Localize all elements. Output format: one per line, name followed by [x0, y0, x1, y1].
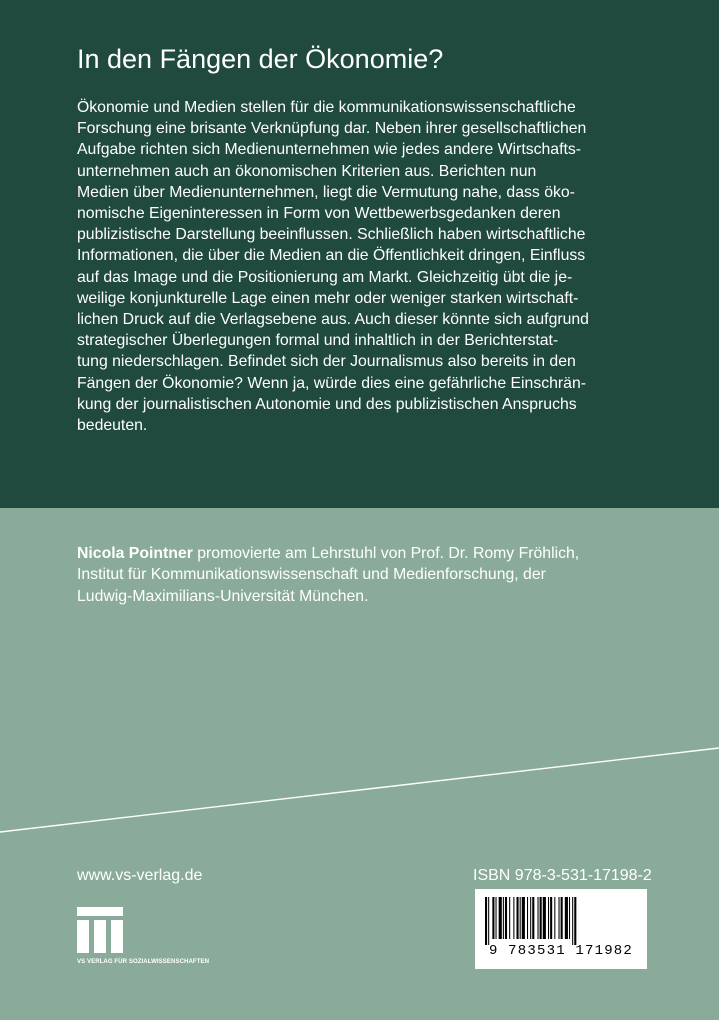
blurb-line: Informationen, die über die Medien an die Öffentlichkeit dringen, Einfluss: [77, 247, 586, 265]
barcode-bar: [548, 897, 549, 939]
blurb-line: Aufgabe richten sich Medienunternehmen wie jedes andere Wirtschafts-: [77, 141, 582, 159]
barcode-bar: [522, 897, 525, 939]
barcode-bar: [517, 897, 519, 939]
author-name: Nicola Pointner: [77, 545, 193, 562]
blurb-line: weilige konjunkturelle Lage einen mehr oder weniger starken wirtschaft-: [77, 289, 579, 307]
barcode-bar: [540, 897, 542, 939]
diagonal-divider: [0, 740, 719, 840]
publisher-name: VS VERLAG FÜR SOZIALWISSENSCHAFTEN: [77, 958, 210, 965]
blurb-line: auf das Image und die Positionierung am Markt. Gleichzeitig übt die je-: [77, 268, 573, 286]
blurb-line: Forschung eine brisante Verknüpfung dar. Neben ihrer gesellschaftlichen: [77, 120, 587, 138]
blurb-line: Medien über Medienunternehmen, liegt die Vermutung nahe, dass öko-: [77, 183, 575, 201]
barcode-bar: [503, 897, 504, 939]
barcode-bar: [559, 897, 560, 939]
barcode-bar: [565, 897, 568, 939]
barcode-bar: [520, 897, 521, 939]
barcode-bar: [530, 897, 531, 939]
blurb-line: unternehmen auch an ökonomischen Kriterien aus. Berichten nun: [77, 162, 537, 180]
barcode-bar: [513, 897, 514, 939]
barcode-bar: [496, 897, 497, 939]
author-line: [77, 543, 677, 564]
barcode-bar: [509, 897, 510, 939]
publisher-url[interactable]: www.vs-verlag.de: [77, 867, 203, 884]
author-line-rest: promovierte am Lehrstuhl von Prof. Dr. Romy Fröhlich,: [192, 545, 580, 562]
barcode-bar: [572, 897, 573, 945]
blurb-text: [77, 97, 657, 436]
blurb-line: Fängen der Ökonomie? Wenn ja, würde dies eine gefährliche Einschrän-: [77, 374, 587, 392]
blurb-line: strategischer Überlegungen formal und inhaltlich in der Berichterstat-: [77, 332, 559, 350]
blurb-line: tung niederschlagen. Befindet sich der Journalismus also bereits in den: [77, 353, 576, 371]
barcode-bar: [550, 897, 552, 939]
blurb-line: publizistische Darstellung beeinflussen. Schließlich haben wirtschaftliche: [77, 226, 586, 244]
barcode-bar: [527, 897, 528, 939]
isbn-label: ISBN 978-3-531-17198-2: [473, 867, 652, 884]
book-title: In den Fängen der Ökonomie?: [77, 44, 444, 74]
barcode-bar: [538, 897, 539, 939]
barcode-number: 9 783531 171982: [488, 943, 634, 959]
author-bio: [77, 543, 677, 607]
barcode-bar: [543, 897, 546, 939]
barcode-bar: [505, 897, 507, 939]
barcode-bar: [574, 897, 576, 945]
blurb-line: bedeuten.: [77, 417, 148, 435]
barcode-bar: [488, 897, 489, 945]
blurb-line: lichen Druck auf die Verlagsebene aus. Auch dieser könnte sich aufgrund: [77, 311, 589, 329]
blurb-line: nomische Eigeninteressen in Form von Wettbewerbsgedanken deren: [77, 205, 561, 223]
barcode-bar: [485, 897, 487, 945]
barcode-bar: [554, 897, 555, 939]
barcode-bar: [569, 897, 570, 939]
barcode: [475, 889, 647, 969]
blurb-line: Ökonomie und Medien stellen für die kommunikationswissenschaftliche: [77, 99, 576, 116]
author-line: Institut für Kommunikationswissenschaft und Medienforschung, der: [77, 566, 546, 584]
blurb-line: kung der journalistischen Autonomie und des publizistischen Anspruchs: [77, 395, 577, 413]
barcode-bar: [499, 897, 502, 939]
author-line: Ludwig-Maximilians-Universität München.: [77, 587, 369, 605]
barcode-bar: [492, 897, 494, 939]
barcode-bars: [485, 897, 637, 945]
top-band: [0, 0, 719, 508]
barcode-bar: [561, 897, 563, 939]
barcode-bar: [532, 897, 534, 939]
vs-verlag-logo-icon: [77, 907, 123, 953]
